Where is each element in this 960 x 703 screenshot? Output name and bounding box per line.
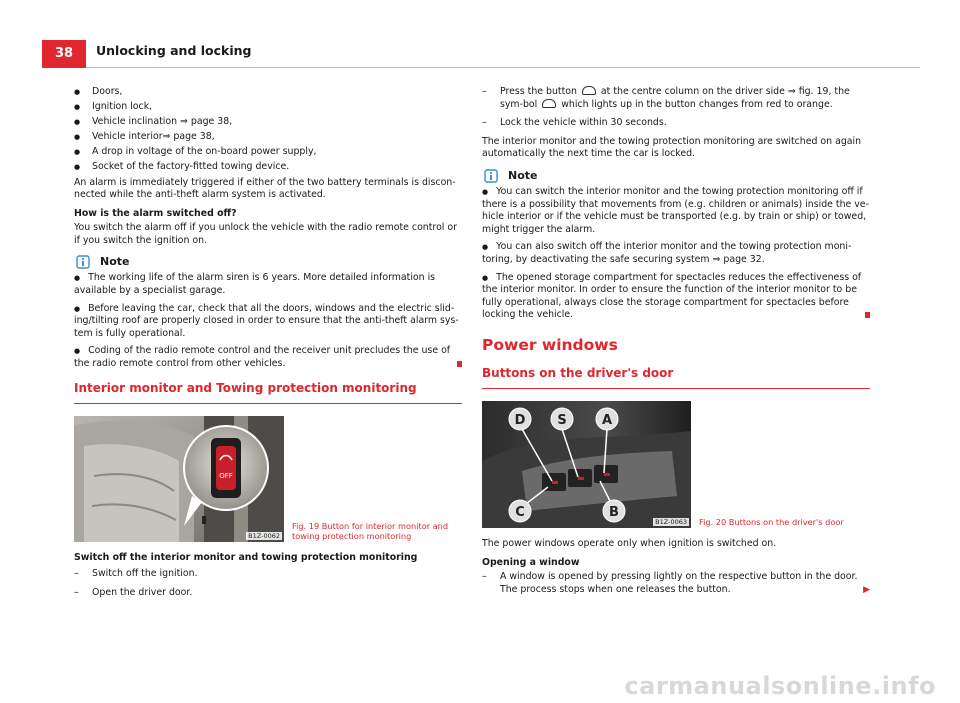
car-alarm-symbol-icon (582, 86, 596, 95)
door-buttons-photo (482, 401, 691, 528)
header-title: Unlocking and locking (96, 43, 252, 58)
step-item: – A window is opened by pressing lightly on the respective button in the door. The process stops when one releases the button. ▶ (482, 571, 870, 596)
step-item: – Open the driver door. (74, 587, 462, 600)
note-item: ● You can switch the interior monitor and the towing protection monitoring off if there is a possibility that movements from (e.g. children or animals) inside the ve-hicle interior or if the vehicle must be transported (e.g. by train or ship) or towed, might trigger the alarm. (482, 185, 869, 235)
figure-caption: Fig. 20 Buttons on the driver's door (699, 517, 844, 528)
list-item: ● Vehicle interior⇒ page 38, (74, 131, 462, 144)
figure-caption: Fig. 19 Button for interior monitor and towing protection monitoring (292, 520, 449, 542)
list-item: ● Vehicle inclination ⇒ page 38, (74, 116, 462, 129)
note-header (482, 169, 870, 183)
seat-photo (74, 416, 284, 542)
watermark: carmanualsonline.info (624, 672, 936, 701)
note-item: ● The opened storage compartment for spectacles reduces the effectiveness of the interior monitor. In order to ensure the function of the interior monitor to be fully operational, always close the storage compartment for spectacles before locking the vehicle. (482, 272, 870, 322)
list-item: ● A drop in voltage of the on-board power supply, (74, 146, 462, 159)
label-c: C (515, 504, 525, 520)
open-heading: Opening a window (482, 556, 580, 568)
note-header (74, 255, 462, 269)
right-column (482, 86, 870, 602)
alarm-paragraph: An alarm is immediately triggered if either of the two battery terminals is discon-nected while the anti-theft alarm system is activated. (74, 176, 456, 201)
section-title: Interior monitor and Towing protection monitoring (74, 381, 462, 404)
list-item: ● Ignition lock, (74, 101, 462, 114)
figure-20 (482, 401, 870, 528)
left-column (74, 86, 462, 605)
label-s: S (557, 412, 567, 428)
page-number: 38 (42, 40, 86, 68)
note-title: Note (100, 255, 130, 269)
list-item: ● Doors, (74, 86, 462, 99)
note-item: ● The working life of the alarm siren is 6 years. More detailed information is available by a specialist garage. (74, 272, 436, 297)
note-item: ● Coding of the radio remote control and the receiver unit precludes the use of the radio remote control from other vehicles. (74, 345, 462, 370)
how-heading: How is the alarm switched off? (74, 207, 237, 219)
end-mark (457, 361, 462, 367)
figure-code: B1Z-0063 (655, 517, 687, 526)
list-item: ● Socket of the factory-fitted towing device. (74, 161, 462, 174)
info-icon (76, 255, 90, 269)
step-item: – Switch off the ignition. (74, 568, 462, 581)
note-item: ● Before leaving the car, check that all the doors, windows and the electric slid-ing/tilting roof are properly closed in order to ensure that the anti-theft alarm sys-tem is fully operational. (74, 302, 459, 339)
trigger-list (74, 86, 462, 174)
step-item: – Lock the vehicle within 30 seconds. (482, 117, 870, 130)
off-label: OFF (219, 471, 233, 480)
car-alarm-symbol-icon (542, 99, 556, 108)
section-title: Buttons on the driver's door (482, 366, 870, 389)
fig19-image (74, 416, 284, 542)
label-a: A (601, 412, 613, 428)
switch-heading: Switch off the interior monitor and towing protection monitoring (74, 551, 418, 563)
auto-paragraph: The interior monitor and the towing protection monitoring are switched on again automatically the next time the car is locked. (482, 135, 862, 160)
continue-arrow-icon: ▶ (863, 584, 870, 595)
figure-code: B1Z-0062 (248, 531, 280, 540)
step-item: – Press the button at the centre column on the driver side ⇒ fig. 19, the sym-bol which lights up in the button changes from red to orange. (482, 86, 870, 111)
fig20-image (482, 401, 691, 528)
figure-19 (74, 416, 462, 542)
label-d: D (514, 412, 526, 428)
header-rule (86, 67, 920, 68)
end-mark (865, 312, 870, 318)
ignition-paragraph: The power windows operate only when ignition is switched on. (482, 537, 777, 549)
chapter-title: Power windows (482, 335, 618, 354)
note-title: Note (508, 168, 538, 182)
note-item: ● You can also switch off the interior monitor and the towing protection moni-toring, by deactivating the safe securing system ⇒ page 32. (482, 241, 852, 265)
how-text: You switch the alarm off if you unlock the vehicle with the radio remote control or if you switch the ignition on. (74, 222, 457, 246)
label-b: B (609, 504, 619, 520)
page-header (0, 0, 960, 70)
info-icon (484, 169, 498, 183)
